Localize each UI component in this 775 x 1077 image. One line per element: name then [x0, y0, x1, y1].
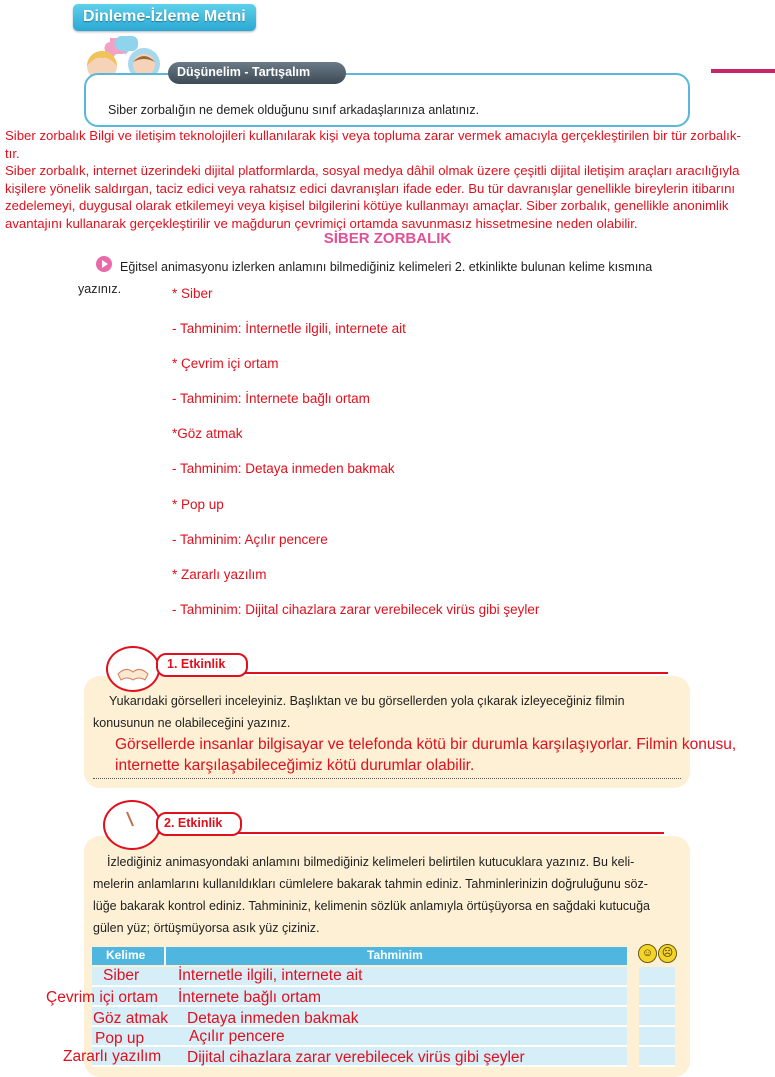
table-word: Zararlı yazılım: [63, 1048, 162, 1065]
etkinlik1-instruction: [93, 690, 688, 734]
vocab-item: - Tahminim: Dijital cihazlara zarar verebilecek virüs gibi şeyler: [172, 602, 540, 617]
vocab-item: - Tahminim: İnternete bağlı ortam: [172, 391, 370, 406]
table-word: Çevrim içi ortam: [46, 989, 158, 1006]
book-icon: [106, 646, 160, 692]
table-header: [92, 947, 627, 965]
discussion-label-text: Düşünelim - Tartışalım: [177, 65, 311, 79]
etkinlik1-instruction-line: Yukarıdaki görselleri inceleyiniz. Başlıktan ve bu görsellerden yola çıkarak izleyeceğiniz filmin: [109, 694, 625, 708]
main-title: SİBER ZORBALIK: [323, 230, 452, 247]
etkinlik2-title-box: [156, 812, 242, 836]
etkinlik1-answer: [115, 734, 775, 776]
intro-line: zedelemeyi, duygusal olarak etkilemeyi veya kişisel bilgilerini kötüye kullanmayı amaçlar. Siber zorbalık, genellikle anonimlik: [5, 198, 729, 213]
answer-dotted-line: [93, 778, 681, 779]
section-tab: [73, 4, 256, 31]
discussion-label: [168, 62, 346, 84]
frowning-face-icon: ☹: [658, 944, 677, 963]
etkinlik2-title: 2. Etkinlik: [164, 816, 223, 830]
vocab-item: * Siber: [172, 286, 213, 301]
table-word: Pop up: [95, 1030, 145, 1047]
etkinlik2-instruction-line: gülen yüz; örtüşmüyorsa asık yüz çiziniz.: [93, 921, 320, 935]
etkinlik1-answer-line: internette karşılaşabileceğimiz kötü durumlar olabilir.: [115, 757, 475, 774]
intro-line: avantajını kullanarak gerçekleştirilir ve mağdurun çevrimiçi ortamda savunmasız hissetmesine neden olabilir.: [5, 215, 638, 231]
etkinlik1-instruction-line: konusunun ne olabileceğini yazınız.: [93, 716, 291, 730]
smiling-face-icon: ☺: [638, 944, 657, 963]
vocab-item: - Tahminim: Açılır pencere: [172, 532, 328, 547]
etkinlik2-instruction: [93, 851, 683, 939]
intro-line: kişilere yönelik saldırgan, taciz edici veya rahatsız edici davranışları ifade eder. Bu tür davranışlar genellikle bireylerin itibarını: [5, 180, 736, 196]
etkinlik2-instruction-line: İzlediğiniz animasyondaki anlamını bilmediğiniz kelimeleri belirtilen kutucuklara yazınız. Bu keli-: [107, 855, 635, 869]
vocab-item: * Pop up: [172, 497, 224, 512]
table-header-word: Kelime: [106, 948, 146, 962]
intro-paragraph: [5, 127, 773, 232]
etkinlik2-instruction-line: lüğe bakarak kontrol ediniz. Tahmininiz, kelimenin sözlük anlamıyla örtüşüyorsa en sağdaki kutucuğa: [93, 899, 651, 913]
table-guess: Detaya inmeden bakmak: [187, 1010, 359, 1027]
face-cell[interactable]: [639, 967, 675, 987]
discussion-question: Siber zorbalığın ne demek olduğunu sınıf arkadaşlarınıza anlatınız.: [108, 103, 480, 117]
table-row: [92, 1027, 627, 1047]
instruction-text: Eğitsel animasyonu izlerken anlamını bilmediğiniz kelimeleri 2. etkinlikte bulunan kelime kısmına yazınız.: [78, 260, 653, 296]
etkinlik1-answer-line: Görsellerde insanlar bilgisayar ve telefonda kötü bir durumla karşılaşıyorlar. Filmin konusu,: [115, 736, 737, 753]
etkinlik2-instruction-line: melerin anlamlarını kullanıldıkları cümlelere bakarak tahmin ediniz. Tahminlerinizin doğruluğunu söz-: [93, 877, 648, 891]
table-row: [92, 1007, 627, 1027]
table-guess: İnternete bağlı ortam: [178, 989, 322, 1006]
intro-line: Siber zorbalık, internet üzerindeki dijital platformlarda, sosyal medya dâhil olmak üzere çeşitli dijital iletişim araçları aracılığıyla: [5, 163, 740, 178]
vocab-item: * Zararlı yazılım: [172, 567, 267, 582]
intro-line: tır.: [5, 145, 20, 161]
table-guess: İnternetle ilgili, internete ait: [178, 967, 363, 984]
etkinlik1-title: 1. Etkinlik: [167, 657, 226, 671]
decorative-line: [711, 69, 775, 73]
face-cell[interactable]: [639, 1027, 675, 1047]
table-row: [92, 987, 627, 1007]
face-cell[interactable]: [639, 1007, 675, 1027]
intro-line: Siber zorbalık Bilgi ve iletişim teknolojileri kullanılarak kişi veya topluma zarar vermek amacıyla gerçekleştirilen bir tür zorbalık-: [5, 128, 741, 143]
vocab-item: *Göz atmak: [172, 426, 243, 441]
vocab-item: * Çevrim içi ortam: [172, 356, 279, 371]
table-word: Göz atmak: [93, 1010, 168, 1027]
vocab-item: - Tahminim: Detaya inmeden bakmak: [172, 461, 395, 476]
etkinlik1-title-box: [156, 653, 248, 677]
table-guess: Açılır pencere: [189, 1028, 285, 1045]
table-word: Siber: [103, 967, 140, 984]
vocab-item: - Tahminim: İnternetle ilgili, internete ait: [172, 321, 406, 336]
face-cell[interactable]: [639, 1047, 675, 1067]
face-cell[interactable]: [639, 987, 675, 1007]
table-header-guess: Tahminim: [367, 948, 423, 962]
table-guess: Dijital cihazlara zarar verebilecek virüs gibi şeyler: [187, 1049, 525, 1066]
section-title: Dinleme-İzleme Metni: [83, 8, 246, 25]
pencil-icon: [103, 800, 161, 850]
